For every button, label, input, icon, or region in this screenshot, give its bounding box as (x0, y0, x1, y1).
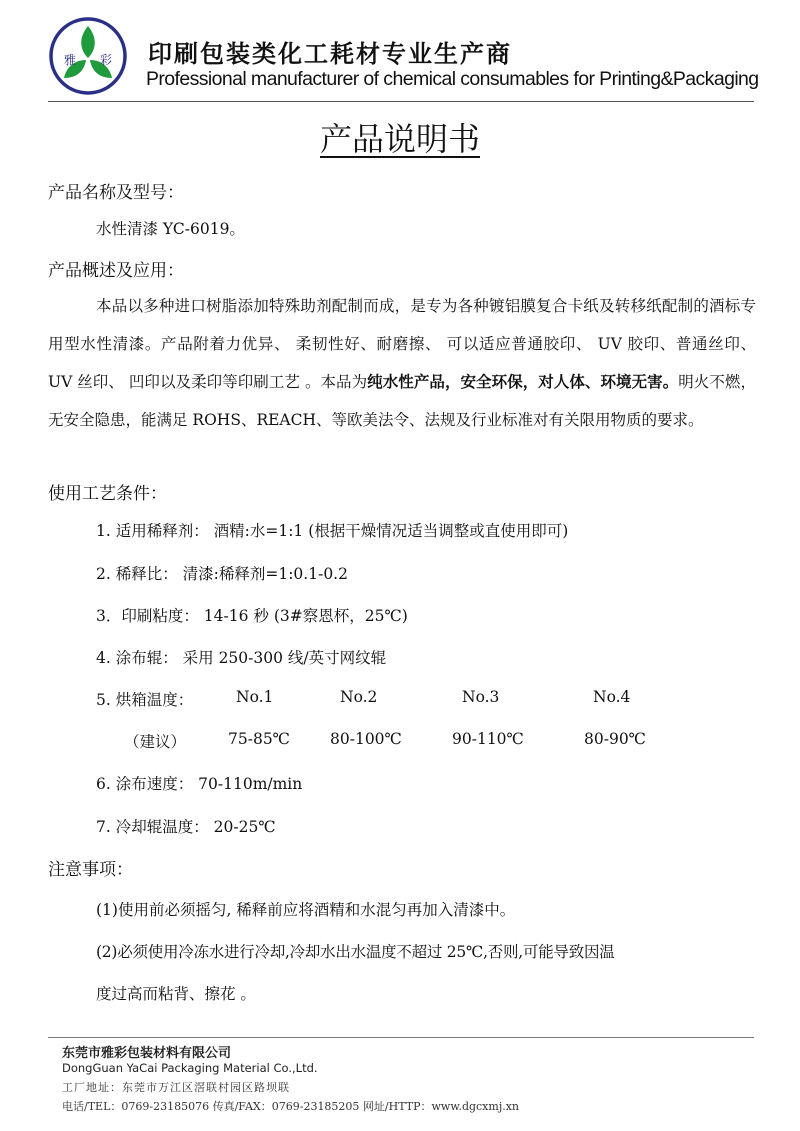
oven-temp-2: 80-100℃ (330, 730, 402, 748)
header-divider (48, 101, 754, 102)
note-1: (1)使用前必须摇匀, 稀释前应将酒精和水混匀再加入清漆中。 (96, 901, 516, 919)
oven-head-3: No.3 (462, 688, 500, 706)
note-2-line-2: 度过高而粘背、擦花 。 (96, 985, 256, 1003)
process-item-6: 6. 涂布速度： 70-110m/min (96, 775, 303, 793)
footer-address: 工厂地址：东莞市万江区滘联村园区路坝联 (62, 1081, 290, 1094)
oven-temp-3: 90-110℃ (452, 730, 524, 748)
note-2-line-1: (2)必须使用冷冻水进行冷却,冷却水出水温度不超过 25℃,否则,可能导致因温 (96, 943, 615, 961)
oven-temp-1: 75-85℃ (228, 730, 291, 748)
process-item-4: 4. 涂布辊： 采用 250-300 线/英寸网纹辊 (96, 649, 387, 667)
oven-head-2: No.2 (340, 688, 378, 706)
company-logo (48, 16, 128, 96)
oven-temp-4: 80-90℃ (584, 730, 647, 748)
section-heading-notes: 注意事项： (48, 860, 133, 880)
footer-company-cn: 东莞市雅彩包装材料有限公司 (62, 1046, 232, 1061)
section-heading-process: 使用工艺条件： (48, 484, 167, 504)
process-item-7: 7. 冷却辊温度： 20-25℃ (96, 818, 276, 836)
logo-char-left: 雅 (64, 53, 77, 67)
process-item-5-label: 5. 烘箱温度： (96, 691, 194, 709)
footer-company-en: DongGuan YaCai Packaging Material Co.,Ltd. (62, 1061, 318, 1075)
logo-char-right: 彩 (100, 53, 113, 67)
company-name-en: Professional manufacturer of chemical consumables for Printing&Packaging (146, 68, 759, 90)
product-name-value: 水性清漆 YC-6019。 (96, 220, 245, 238)
overview-bold-text: 纯水性产品，安全环保，对人体、环境无害。 (367, 373, 679, 391)
section-heading-overview: 产品概述及应用： (48, 261, 184, 281)
process-item-3: 3．印刷粘度： 14-16 秒 (3#察恩杯，25℃) (96, 607, 408, 625)
process-item-2: 2. 稀释比： 清漆:稀释剂=1:0.1-0.2 (96, 565, 348, 583)
overview-paragraph: 本品以多种进口树脂添加特殊助剂配制而成，是专为各种镀铝膜复合卡纸及转移纸配制的酒标专用型水性清漆。产品附着力优异、 柔韧性好、耐磨擦、 可以适应普通胶印、 UV 胶印、普通丝印、 UV 丝印、 凹印以及柔印等印刷工艺 。本品为纯水性产品，安全环保，对人体、环境无害。明火不燃，无安全隐患，能满足 ROHS、REACH、等欧美法令、法规及行业标准对有关限用物质的要求。 (48, 297, 756, 429)
page-header (48, 12, 760, 102)
suggest-label: （建议） (124, 733, 187, 751)
document-title: 产品说明书 (319, 120, 480, 158)
process-item-1: 1. 适用稀释剂： 酒精:水=1:1 (根据干燥情况适当调整或直使用即可) (96, 522, 569, 540)
oven-head-1: No.1 (236, 688, 274, 706)
section-heading-name: 产品名称及型号： (48, 183, 184, 203)
company-name-cn: 印刷包装类化工耗材专业生产商 (148, 40, 512, 68)
footer-contact: 电话/TEL：0769-23185076 传真/FAX：0769-23185205 网址/HTTP：www.dgcxmj.xn (62, 1100, 520, 1113)
oven-head-4: No.4 (593, 688, 631, 706)
footer-divider (48, 1037, 754, 1038)
